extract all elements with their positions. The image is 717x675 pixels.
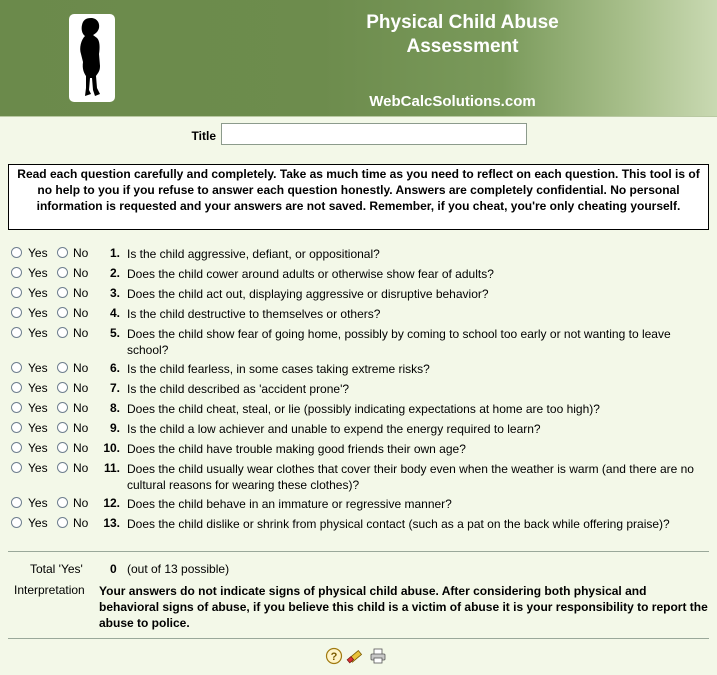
no-label[interactable]: No: [73, 326, 89, 340]
question-number: 1.: [109, 246, 120, 260]
help-icon[interactable]: [325, 647, 343, 665]
title-row: [0, 123, 717, 145]
interpretation-text: Your answers do not indicate signs of physical child abuse. After considering both physical and behavioral signs of abuse, if you believe this child is a victim of abuse it is your responsibility to report the abuse to police.: [99, 584, 708, 630]
question-text: Does the child cower around adults or otherwise show fear of adults?: [127, 267, 494, 281]
no-label[interactable]: No: [73, 381, 89, 395]
question-number: 6.: [109, 361, 120, 375]
no-label[interactable]: No: [73, 516, 89, 530]
interpretation-label: Interpretation: [14, 583, 85, 597]
yes-label[interactable]: Yes: [28, 246, 48, 260]
question-number: 9.: [109, 421, 120, 435]
question-number: 4.: [109, 306, 120, 320]
question-text: Is the child described as 'accident prone'?: [127, 382, 350, 396]
logo: [69, 14, 115, 102]
yes-label[interactable]: Yes: [28, 516, 48, 530]
yes-label[interactable]: Yes: [28, 441, 48, 455]
question-number: 8.: [109, 401, 120, 415]
question-text: Is the child destructive to themselves or others?: [127, 307, 381, 321]
question-number: 10.: [103, 441, 120, 455]
no-label[interactable]: No: [73, 246, 89, 260]
question-text: Is the child a low achiever and unable to expend the energy required to learn?: [127, 422, 541, 436]
question-number: 2.: [109, 266, 120, 280]
instructions-box: Read each question carefully and completely. Take as much time as you need to reflect on each question. This tool is of no help to you if you refuse to answer each question honestly. Answers are completely confidential. No personal information is requested and your answers are not saved. Remember, if you cheat, you're only cheating yourself.: [8, 164, 709, 230]
page-title: Physical Child Abuse Assessment: [366, 12, 559, 57]
yes-label[interactable]: Yes: [28, 381, 48, 395]
no-label[interactable]: No: [73, 361, 89, 375]
question-number: 7.: [109, 381, 120, 395]
no-label[interactable]: No: [73, 496, 89, 510]
question-text: Does the child cheat, steal, or lie (possibly indicating expectations at home are too high)?: [127, 402, 600, 416]
no-label[interactable]: No: [73, 421, 89, 435]
title-input[interactable]: [221, 123, 527, 145]
total-yes-value: 0: [110, 562, 117, 576]
no-label[interactable]: No: [73, 401, 89, 415]
question-text: Is the child fearless, in some cases taking extreme risks?: [127, 362, 430, 376]
yes-label[interactable]: Yes: [28, 421, 48, 435]
question-text: Does the child show fear of going home, possibly by coming to school too early or not wanting to leave school?: [127, 327, 671, 357]
question-text: Does the child dislike or shrink from physical contact (such as a pat on the back while offering praise)?: [127, 517, 670, 531]
no-label[interactable]: No: [73, 306, 89, 320]
total-yes-note: (out of 13 possible): [127, 562, 230, 576]
yes-label[interactable]: Yes: [28, 401, 48, 415]
print-icon[interactable]: [369, 647, 387, 665]
question-number: 12.: [103, 496, 120, 510]
question-number: 5.: [109, 326, 120, 340]
question-number: 11.: [103, 461, 120, 475]
question-text: Does the child behave in an immature or regressive manner?: [127, 497, 452, 511]
svg-text:?: ?: [330, 651, 338, 663]
total-yes-label: Total 'Yes': [30, 562, 83, 576]
yes-label[interactable]: Yes: [28, 496, 48, 510]
yes-label[interactable]: Yes: [28, 361, 48, 375]
question-number: 3.: [109, 286, 120, 300]
divider: [8, 551, 709, 552]
title-label: Title: [191, 129, 216, 143]
yes-label[interactable]: Yes: [28, 306, 48, 320]
site-name: WebCalcSolutions.com: [369, 93, 536, 110]
divider: [8, 638, 709, 639]
question-number: 13.: [103, 516, 120, 530]
question-text: Does the child have trouble making good friends their own age?: [127, 442, 466, 456]
no-label[interactable]: No: [73, 266, 89, 280]
yes-label[interactable]: Yes: [28, 461, 48, 475]
question-text: Does the child usually wear clothes that cover their body even when the weather is warm (and there are no cultural reasons for wearing these clothes)?: [127, 462, 694, 492]
yes-label[interactable]: Yes: [28, 266, 48, 280]
no-label[interactable]: No: [73, 286, 89, 300]
no-label[interactable]: No: [73, 441, 89, 455]
yes-label[interactable]: Yes: [28, 286, 48, 300]
no-label[interactable]: No: [73, 461, 89, 475]
question-text: Does the child act out, displaying aggressive or disruptive behavior?: [127, 287, 489, 301]
header-banner: [0, 0, 717, 117]
yes-label[interactable]: Yes: [28, 326, 48, 340]
eraser-icon[interactable]: [346, 647, 364, 665]
child-silhouette-icon: [69, 14, 115, 102]
question-text: Is the child aggressive, defiant, or oppositional?: [127, 247, 380, 261]
